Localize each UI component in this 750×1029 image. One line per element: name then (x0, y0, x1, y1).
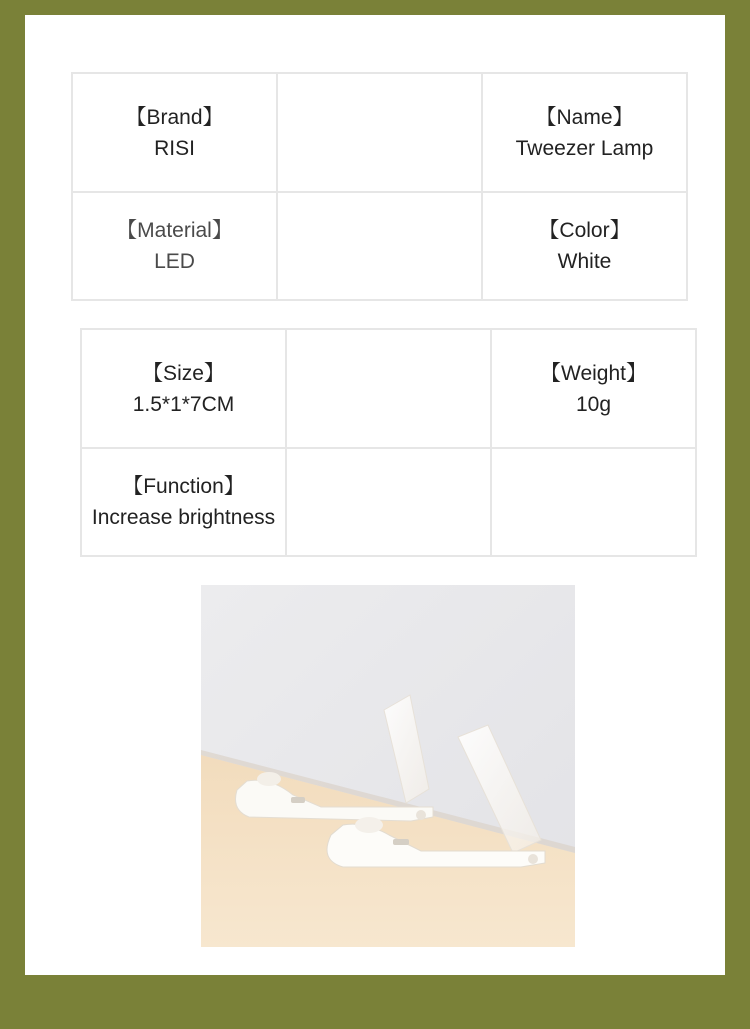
product-photo (201, 585, 575, 947)
material-value: LED (154, 250, 195, 273)
color-value: White (557, 250, 612, 273)
size-label: 【Size】 (142, 361, 225, 385)
name-value: Tweezer Lamp (515, 136, 654, 160)
material-label: 【Material】 (116, 219, 233, 242)
weight-value: 10g (575, 392, 612, 416)
material-cell (72, 192, 277, 300)
weight-label: 【Weight】 (540, 361, 647, 385)
name-cell (482, 73, 687, 192)
spec-table-1 (71, 72, 688, 301)
name-label: 【Name】 (535, 105, 634, 129)
brand-label: 【Brand】 (125, 105, 224, 129)
function-label: 【Function】 (122, 475, 245, 498)
empty-cell (277, 192, 482, 300)
empty-cell (277, 73, 482, 192)
weight-cell (491, 329, 696, 448)
size-cell (81, 329, 286, 448)
empty-cell (286, 448, 491, 556)
function-value: Increase brightness (91, 506, 276, 529)
empty-cell (491, 448, 696, 556)
brand-cell (72, 73, 277, 192)
spec-panel (25, 15, 725, 975)
spec-table-2 (80, 328, 697, 557)
color-cell (482, 192, 687, 300)
color-label: 【Color】 (538, 219, 631, 242)
brand-value: RISI (154, 136, 195, 160)
empty-cell (286, 329, 491, 448)
size-value: 1.5*1*7CM (132, 392, 235, 416)
function-cell (81, 448, 286, 556)
